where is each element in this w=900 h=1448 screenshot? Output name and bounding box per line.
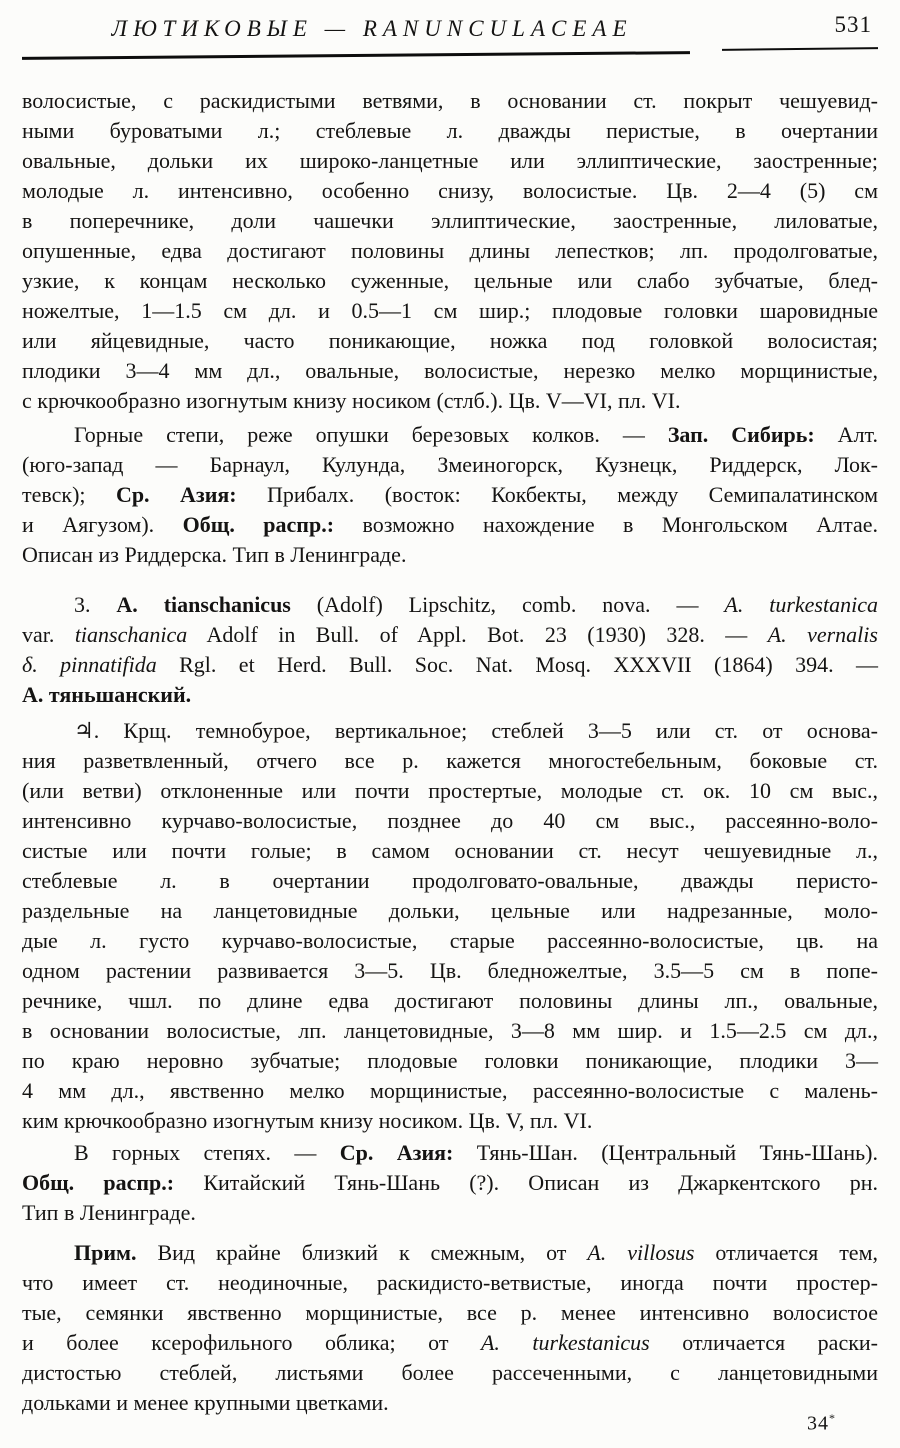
- text-run: одном растении развивается 3—5. Цв. бледножелтые, 3.5—5 см в попе-: [22, 958, 878, 983]
- text-line: [22, 986, 878, 1016]
- bold-text-run: Ср. Азия:: [339, 1140, 454, 1165]
- italic-text-run: A. villosus: [587, 1240, 695, 1265]
- text-run: по краю неровно зубчатые; плодовые головки поникающие, плодики 3—: [22, 1048, 878, 1073]
- text-run: раздельные на ланцетовидные дольки, цельные или надрезанные, моло-: [22, 898, 878, 923]
- text-run: (юго-запад — Барнаул, Кулунда, Змеиногорск, Кузнецк, Риддерск, Лок-: [22, 452, 878, 477]
- text-line: [22, 1106, 878, 1136]
- text-line: [22, 510, 878, 540]
- text-line: [22, 1046, 878, 1076]
- bold-text-run: Прим.: [74, 1240, 137, 1265]
- italic-text-run: A. vernalis: [767, 622, 878, 647]
- text-line: [22, 836, 878, 866]
- paragraph-note: [22, 1238, 878, 1418]
- text-run: систые или почти голые; в самом основании ст. несут чешуевидные л.,: [22, 838, 878, 863]
- text-run: что имеет ст. неодиночные, раскидисто-ветвистые, иногда почти простер-: [22, 1270, 878, 1295]
- text-line: [22, 540, 878, 570]
- bold-text-run: А. тяньшанский.: [22, 682, 192, 707]
- text-run: Вид крайне близкий к смежным, от: [136, 1240, 588, 1265]
- text-run: интенсивно курчаво-волосистые, позднее до 40 см выс., рассеянно-воло-: [22, 808, 878, 833]
- text-run: 4 мм дл., явственно мелко морщинистые, рассеянно-волосистые с малень-: [22, 1078, 878, 1103]
- text-line: [22, 386, 878, 416]
- text-run: возможно нахождение в Монгольском Алтае.: [334, 512, 878, 537]
- text-line: [22, 206, 878, 236]
- text-line: [22, 1358, 878, 1388]
- text-line: [22, 266, 878, 296]
- text-line: [22, 1198, 878, 1228]
- text-line: [22, 420, 878, 450]
- text-line: [22, 1388, 878, 1418]
- text-line: [22, 176, 878, 206]
- header-rule-main: [22, 51, 690, 60]
- text-run: овальные, дольки их широко-ланцетные или эллиптические, заостренные;: [22, 148, 878, 173]
- italic-text-run: tianschanica: [74, 622, 188, 647]
- bold-text-run: Общ. распр.:: [22, 1170, 175, 1195]
- signature-mark: [807, 1411, 836, 1436]
- text-line: [22, 236, 878, 266]
- text-run: ким крючкообразно изогнутым книзу носиком. Цв. V, пл. VI.: [22, 1108, 593, 1133]
- signature-asterisk: *: [829, 1411, 836, 1426]
- text-line: [22, 1328, 878, 1358]
- text-run: речнике, чшл. по длине едва достигают половины длины лп., овальные,: [22, 988, 878, 1013]
- text-line: [22, 480, 878, 510]
- header-rule-page-number: [722, 47, 878, 51]
- text-line: [22, 326, 878, 356]
- text-run: дистостью стеблей, листьями более рассеченными, с ланцетовидными: [22, 1360, 878, 1385]
- paragraph-description-continued: [22, 86, 878, 416]
- running-header: [22, 8, 878, 66]
- paragraph-habitat-distribution-1: [22, 420, 878, 570]
- italic-text-run: A. turkestanicus: [480, 1330, 650, 1355]
- text-run: Китайский Тянь-Шань (?). Описан из Джаркентского рн.: [174, 1170, 878, 1195]
- text-run: в поперечнике, доли чашечки эллиптические, заостренные, лиловатые,: [22, 208, 878, 233]
- text-line: [22, 1168, 878, 1198]
- text-line: [22, 926, 878, 956]
- text-line: [22, 116, 878, 146]
- text-line: [22, 1238, 878, 1268]
- text-line: [22, 896, 878, 926]
- italic-text-run: A. turkestanica: [724, 592, 878, 617]
- text-line: [22, 1298, 878, 1328]
- text-line: [22, 86, 878, 116]
- signature-number: 34: [807, 1413, 829, 1435]
- text-line: [22, 956, 878, 986]
- text-run: (или ветви) отклоненные или почти простертые, молодые ст. ок. 10 см выс.,: [22, 778, 878, 803]
- text-run: в основании волосистые, лп. ланцетовидные, 3—8 мм шир. и 1.5—2.5 см дл.,: [22, 1018, 878, 1043]
- paragraph-species-heading: [22, 590, 878, 710]
- text-run: Алт.: [814, 422, 879, 447]
- paragraph-habitat-distribution-2: [22, 1138, 878, 1228]
- text-run: тевск);: [22, 482, 116, 507]
- text-run: ножелтые, 1—1.5 см дл. и 0.5—1 см шир.; плодовые головки шаровидные: [22, 298, 878, 323]
- text-line: [22, 590, 878, 620]
- text-run: плодики 3—4 мм дл., овальные, волосистые, нерезко мелко морщинистые,: [22, 358, 878, 383]
- text-run: тые, семянки явственно морщинистые, все р. менее интенсивно волосистое: [22, 1300, 878, 1325]
- text-line: [22, 776, 878, 806]
- running-header-title: ЛЮТИКОВЫЕ — RANUNCULACEAE: [111, 16, 633, 41]
- text-run: или яйцевидные, часто поникающие, ножка под головкой волосистая;: [22, 328, 878, 353]
- text-line: [22, 296, 878, 326]
- text-run: отличается раски-: [649, 1330, 878, 1355]
- text-run: узкие, к концам несколько суженные, цельные или слабо зубчатые, блед-: [22, 268, 878, 293]
- text-line: [22, 650, 878, 680]
- text-line: [22, 1016, 878, 1046]
- text-run: ными буроватыми л.; стеблевые л. дважды перистые, в очертании: [22, 118, 878, 143]
- text-run: Adolf in Bull. of Appl. Bot. 23 (1930) 328. —: [187, 622, 768, 647]
- bold-text-run: Зап. Сибирь:: [667, 422, 815, 447]
- text-run: Тянь-Шан. (Центральный Тянь-Шань).: [453, 1140, 878, 1165]
- text-run: ♃. Крщ. темнобурое, вертикальное; стеблей 3—5 или ст. от основа-: [74, 718, 878, 743]
- text-line: [22, 680, 878, 710]
- text-run: var.: [22, 622, 75, 647]
- text-run: В горных степях. —: [74, 1140, 340, 1165]
- text-run: и Аягузом).: [22, 512, 183, 537]
- text-line: [22, 1268, 878, 1298]
- text-line: [22, 716, 878, 746]
- text-run: Тип в Ленинграде.: [22, 1200, 196, 1225]
- text-line: [22, 146, 878, 176]
- text-line: [22, 1138, 878, 1168]
- text-line: [22, 746, 878, 776]
- text-run: ния разветвленный, отчего все р. кажется многостебельным, боковые ст.: [22, 748, 878, 773]
- bold-text-run: Общ. распр.:: [182, 512, 335, 537]
- text-run: Горные степи, реже опушки березовых колков. —: [74, 422, 668, 447]
- text-line: [22, 866, 878, 896]
- text-run: дые л. густо курчаво-волосистые, старые рассеянно-волосистые, цв. на: [22, 928, 878, 953]
- bold-text-run: А. tianschanicus: [116, 592, 291, 617]
- text-run: отличается тем,: [694, 1240, 878, 1265]
- text-run: Прибалх. (восток: Кокбекты, между Семипалатинском: [236, 482, 878, 507]
- text-run: с крючкообразно изогнутым книзу носиком (стлб.). Цв. V—VI, пл. VI.: [22, 388, 681, 413]
- paragraph-species-description: [22, 716, 878, 1136]
- page-number: 531: [834, 12, 872, 37]
- text-line: [22, 806, 878, 836]
- text-line: [22, 356, 878, 386]
- text-line: [22, 1076, 878, 1106]
- text-line: [22, 620, 878, 650]
- text-run: 3.: [74, 592, 117, 617]
- text-run: молодые л. интенсивно, особенно снизу, волосистые. Цв. 2—4 (5) см: [22, 178, 878, 203]
- page-body: [22, 86, 878, 1418]
- text-run: стеблевые л. в очертании продолговато-овальные, дважды перисто-: [22, 868, 878, 893]
- text-run: опушенные, едва достигают половины длины лепестков; лп. продолговатые,: [22, 238, 878, 263]
- bold-text-run: Ср. Азия:: [115, 482, 237, 507]
- text-run: дольками и менее крупными цветками.: [22, 1390, 389, 1415]
- text-run: (Adolf) Lipschitz, comb. nova. —: [290, 592, 725, 617]
- text-run: Rgl. et Herd. Bull. Soc. Nat. Mosq. XXXVII (1864) 394. —: [156, 652, 878, 677]
- text-run: и более ксерофильного облика; от: [22, 1330, 481, 1355]
- italic-text-run: δ. pinnatifida: [22, 652, 157, 677]
- text-run: Описан из Риддерска. Тип в Ленинграде.: [22, 542, 407, 567]
- text-run: волосистые, с раскидистыми ветвями, в основании ст. покрыт чешуевид-: [22, 88, 878, 113]
- text-line: [22, 450, 878, 480]
